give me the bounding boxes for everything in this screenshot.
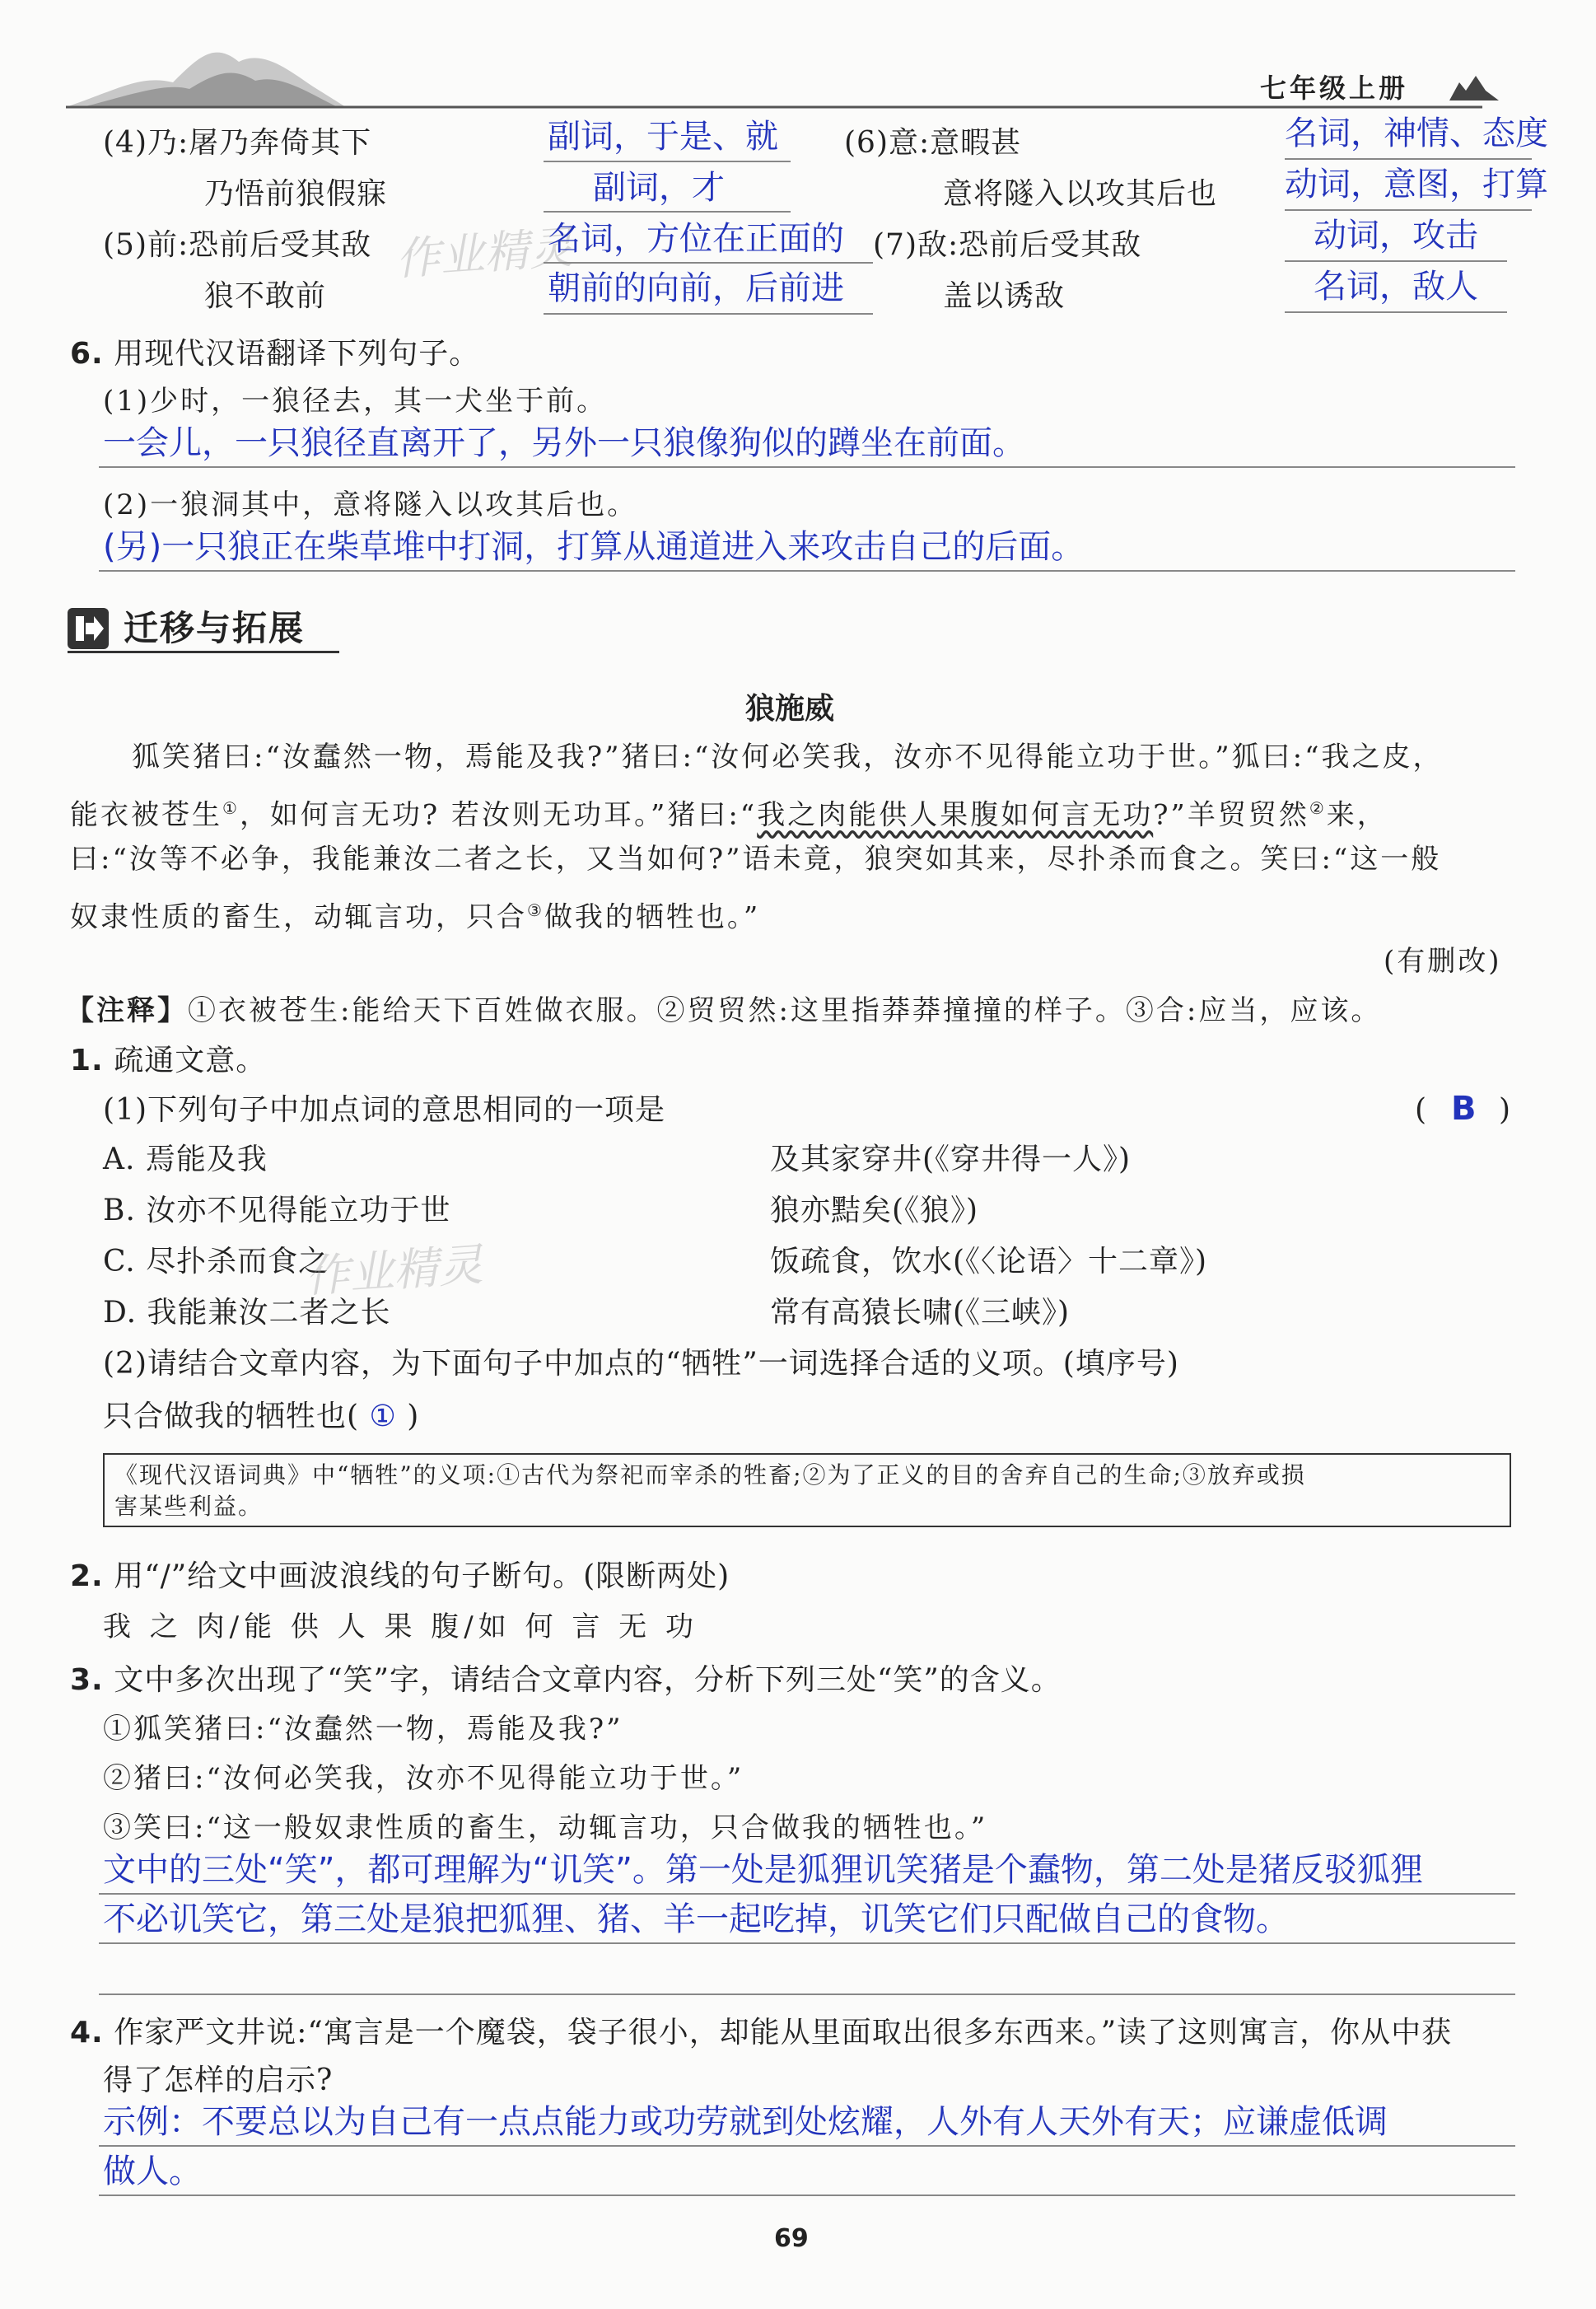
arrow-icon [68,608,109,649]
dict-line1: 《现代汉语词典》中“牺牲”的义项:①古代为祭祀而宰杀的牲畜;②为了正义的目的舍弃自己的生命;③放弃或损 [114,1461,1306,1489]
passage-line2-b: ，如何言无功? 若汝则无功耳。”猪曰:“ [239,798,758,832]
answer-line [1285,209,1532,211]
answer-line [99,1893,1515,1895]
answer-line [99,2145,1515,2147]
passage-line1: 狐笑猪曰:“汝蠢然一物，焉能及我?”猪曰:“汝何必笑我，汝亦不见得能立功于世。”狐曰:“我之皮， [132,741,1444,774]
q1-prompt: 疏通文意。 [114,1044,267,1077]
q1-sub2-answer: ① [369,1400,397,1433]
q4-prompt1: 作家严文井说:“寓言是一个魔袋，袋子很小，却能从里面取出很多东西来。”读了这则寓言，你从中获 [114,2016,1453,2050]
passage-line2 [70,791,1388,832]
answer-line [1285,260,1507,262]
q5-row3-answer: 名词，方位在正面的 [548,220,844,258]
q2-heading [70,1559,730,1595]
notes [66,993,1381,1028]
q6-sentence2: (2)一狼洞其中，意将隧入以攻其后也。 [103,488,638,521]
q1-paren-close: ) [1499,1093,1512,1127]
q4-answer-line2: 做人。 [103,2152,202,2190]
q3-number: 3. [70,1663,104,1697]
q5-row8-answer: 名词，敌人 [1314,268,1478,306]
q5-row5-answer: 名词，神情、态度 [1285,115,1548,152]
notes-label: 【注释】 [66,994,188,1027]
answer-line [1285,158,1532,160]
section-icon [68,608,109,649]
option-b-left: B. 汝亦不见得能立功于世 [103,1194,451,1227]
q5-row8-label: 盖以诱敌 [943,279,1066,313]
passage-title: 狼施威 [745,692,835,726]
q2-answer: 我 之 肉/能 供 人 果 腹/如 何 言 无 功 [103,1610,698,1643]
q1-sub2-line [103,1397,419,1437]
q5-row3-label: (5)前:恐前后受其敌 [103,228,372,262]
q2-prompt: 用“/”给文中画波浪线的句子断句。(限断两处) [114,1559,730,1593]
answer-line [544,211,791,213]
q1-number: 1. [70,1044,104,1077]
option-c-right: 饭疏食，饮水(《〈论语〉十二章》) [770,1245,1208,1278]
section-title: 迁移与拓展 [124,608,306,648]
notes-text: ①衣被苍生:能给天下百姓做衣服。②贸贸然:这里指莽莽撞撞的样子。③合:应当，应该。 [188,994,1382,1027]
q5-row2-answer: 副词，才 [593,169,725,207]
dict-line2: 害某些利益。 [114,1493,264,1520]
q5-row7-answer: 动词，攻击 [1314,217,1478,255]
answer-line [99,1993,1515,1995]
footnote-2: ② [1309,798,1327,818]
option-a-right: 及其家穿井(《穿井得一人》) [770,1143,1132,1176]
passage-line2-a: 能衣被苍生 [70,798,222,832]
passage-source: (有删改) [1384,945,1502,978]
q3-item3: ③笑曰:“这一般奴隶性质的畜生，动辄言功，只合做我的牺牲也。” [103,1811,988,1844]
q1-sub1: (1)下列句子中加点词的意思相同的一项是 [103,1093,665,1127]
q1-sub2-close: ) [407,1400,420,1433]
section-underline [68,651,339,653]
q3-prompt: 文中多次出现了“笑”字，请结合文章内容，分析下列三处“笑”的含义。 [114,1663,1062,1697]
passage-line4 [70,893,760,934]
q3-answer-line1: 文中的三处“笑”，都可理解为“讥笑”。第一处是狐狸讥笑猪是个蠢物，第二处是猪反驳狐狸 [103,1851,1423,1889]
q2-number: 2. [70,1559,104,1593]
answer-line [99,466,1515,468]
q1-sub2: (2)请结合文章内容，为下面句子中加点的“牺牲”一词选择合适的义项。(填序号) [103,1347,1179,1381]
option-b-right: 狼亦黠矣(《狼》) [770,1194,979,1227]
q6-prompt: 用现代汉语翻译下列句子。 [114,337,480,371]
q6-sentence1: (1)少时，一狼径去，其一犬坐于前。 [103,385,608,418]
q1-paren-open: ( [1415,1093,1428,1127]
q5-row4-label: 狼不敢前 [204,279,327,313]
q3-item1: ①狐笑猪曰:“汝蠢然一物，焉能及我?” [103,1713,623,1746]
answer-line [99,1942,1515,1944]
q1-answer: B [1451,1090,1477,1128]
page-number: 69 [774,2224,809,2253]
q5-row1-answer: 副词，于是、就 [548,118,778,156]
q5-row6-answer: 动词，意图，打算 [1285,166,1548,203]
footnote-1: ① [222,798,240,818]
passage-line2-e: 来， [1326,798,1388,832]
grade-label: 七年级上册 [1260,72,1409,104]
answer-line [99,570,1515,572]
q3-item2: ②猪曰:“汝何必笑我，汝亦不见得能立功于世。” [103,1762,744,1795]
q6-heading [70,336,479,372]
wavy-sentence: 我之肉能供人果腹如何言无功 [757,798,1154,832]
q6-answer1: 一会儿，一只狼径直离开了，另外一只狼像狗似的蹲坐在前面。 [103,424,1025,462]
option-d-left: D. 我能兼汝二者之长 [103,1296,391,1330]
option-a-left: A. 焉能及我 [103,1143,268,1176]
q5-row2-label: 乃悟前狼假寐 [204,177,388,211]
q4-answer-line1: 示例：不要总以为自己有一点点能力或功劳就到处炫耀，人外有人天外有天；应谦虚低调 [103,2103,1388,2141]
q5-row4-answer: 朝前的向前，后前进 [548,269,844,307]
watermark: 作业精灵 [394,221,576,286]
passage-line4-b: 做我的牺牲也。” [544,900,761,934]
answer-line [544,262,873,264]
option-c-left: C. 尽扑杀而食之 [103,1245,329,1278]
q5-row6-label: 意将隧入以攻其后也 [943,177,1218,211]
watermark-2: 作业精灵 [303,1238,485,1303]
q4-prompt2: 得了怎样的启示? [103,2064,334,2097]
answer-line [544,161,791,162]
q4-prompt1-line [70,2015,1452,2051]
option-d-right: 常有高猿长啸(《三峡》) [770,1296,1071,1330]
passage-line3: 曰:“汝等不必争，我能兼汝二者之长，又当如何?”语未竟，狼突如其来，尽扑杀而食之。笑曰:“这一般 [70,843,1442,876]
q3-answer-line2: 不必讥笑它，第三处是狼把狐狸、猪、羊一起吃掉，讥笑它们只配做自己的食物。 [103,1900,1289,1938]
answer-line [1285,311,1507,313]
q1-sub2-sentence: 只合做我的牺牲也( [103,1400,360,1433]
passage-line2-d: ?”羊贸贸然 [1153,798,1309,832]
footnote-3: ③ [527,900,544,920]
answer-line [99,2194,1515,2196]
answer-line [544,313,873,315]
q6-number: 6. [70,337,104,371]
passage-line4-a: 奴隶性质的畜生，动辄言功，只合 [70,900,527,934]
q1-heading [70,1043,266,1079]
q3-heading [70,1662,1062,1699]
q5-row7-label: (7)敌:恐前后受其敌 [873,228,1142,262]
dictionary-box [103,1453,1511,1527]
q5-row5-label: (6)意:意暇甚 [844,126,1022,160]
q6-answer2: (另)一只狼正在柴草堆中打洞，打算从通道进入来攻击自己的后面。 [103,528,1085,566]
q4-number: 4. [70,2016,104,2050]
q5-row1-label: (4)乃:屠乃奔倚其下 [103,126,372,160]
